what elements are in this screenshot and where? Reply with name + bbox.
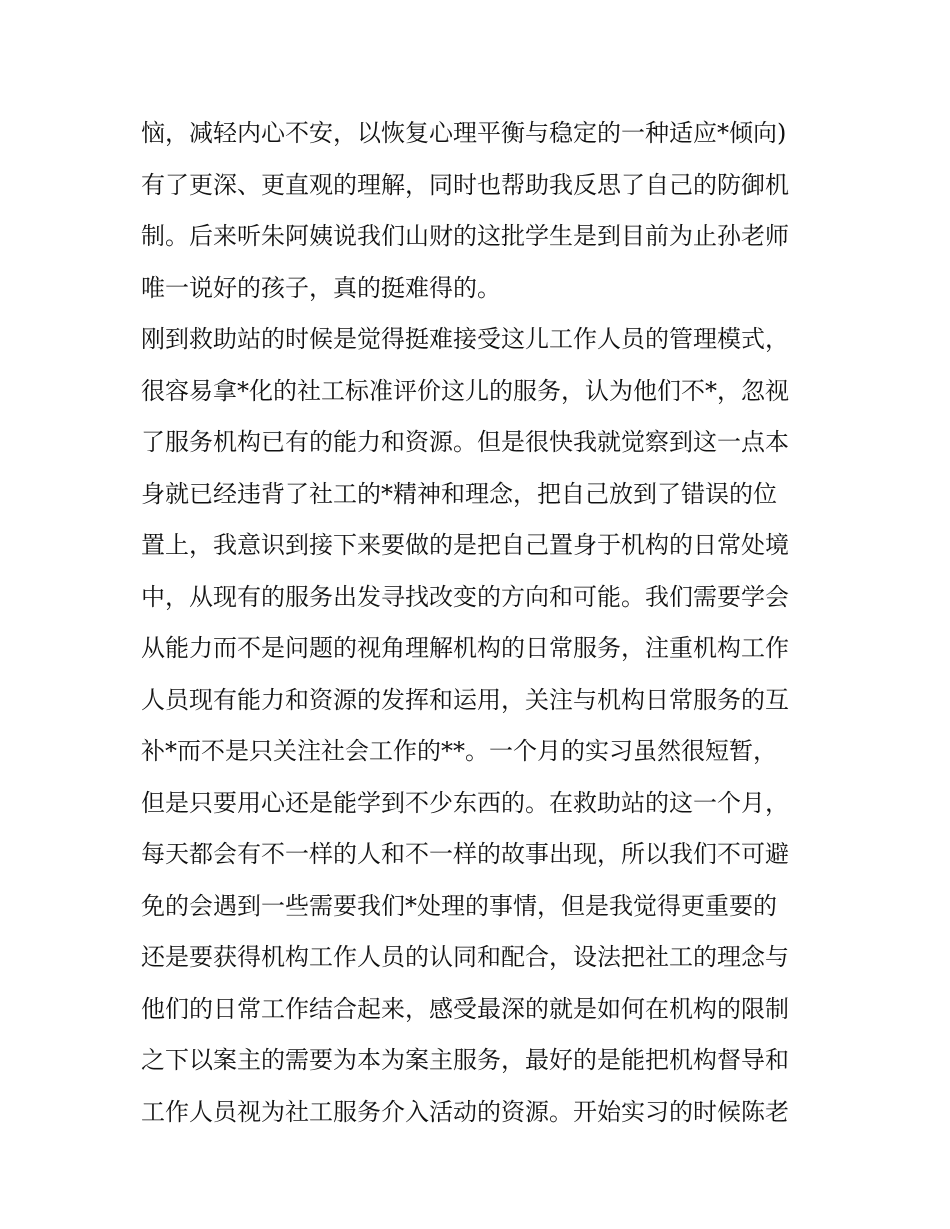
text-line: 每天都会有不一样的人和不一样的故事出现，所以我们不可避 xyxy=(141,840,789,868)
text-line: 中，从现有的服务出发寻找改变的方向和可能。我们需要学会 xyxy=(141,582,789,611)
body-text xyxy=(141,108,821,1138)
text-line: 工作人员视为社工服务介入活动的资源。开始实习的时候陈老 xyxy=(141,1097,789,1126)
text-line: 很容易拿*化的社工标准评价这儿的服务，认为他们不*，忽视 xyxy=(141,376,789,405)
text-line: 但是只要用心还是能学到不少东西的。在救助站的这一个月， xyxy=(141,788,789,817)
text-line: 恼，减轻内心不安，以恢复心理平衡与稳定的一种适应*倾向) xyxy=(141,119,787,147)
text-line: 之下以案主的需要为本为案主服务，最好的是能把机构督导和 xyxy=(141,1046,789,1074)
text-line: 唯一说好的孩子，真的挺难得的。 xyxy=(141,273,501,302)
text-line: 补*而不是只关注社会工作的**。一个月的实习虽然很短暂， xyxy=(141,737,777,765)
text-line: 了服务机构已有的能力和资源。但是很快我就觉察到这一点本 xyxy=(141,428,789,456)
text-line: 从能力而不是问题的视角理解机构的日常服务，注重机构工作 xyxy=(141,634,789,662)
text-line: 他们的日常工作结合起来，感受最深的就是如何在机构的限制 xyxy=(141,994,789,1023)
text-line: 刚到救助站的时候是觉得挺难接受这儿工作人员的管理模式， xyxy=(141,325,789,353)
text-line: 还是要获得机构工作人员的认同和配合，设法把社工的理念与 xyxy=(141,943,789,971)
text-line: 免的会遇到一些需要我们*处理的事情，但是我觉得更重要的 xyxy=(141,891,777,920)
text-line: 身就已经违背了社工的*精神和理念，把自己放到了错误的位 xyxy=(141,479,777,508)
text-line: 制。后来听朱阿姨说我们山财的这批学生是到目前为止孙老师 xyxy=(141,222,789,250)
text-line: 置上，我意识到接下来要做的是把自己置身于机构的日常处境 xyxy=(141,531,789,559)
text-line: 有了更深、更直观的理解，同时也帮助我反思了自己的防御机 xyxy=(141,170,789,199)
text-line: 人员现有能力和资源的发挥和运用，关注与机构日常服务的互 xyxy=(141,685,789,714)
